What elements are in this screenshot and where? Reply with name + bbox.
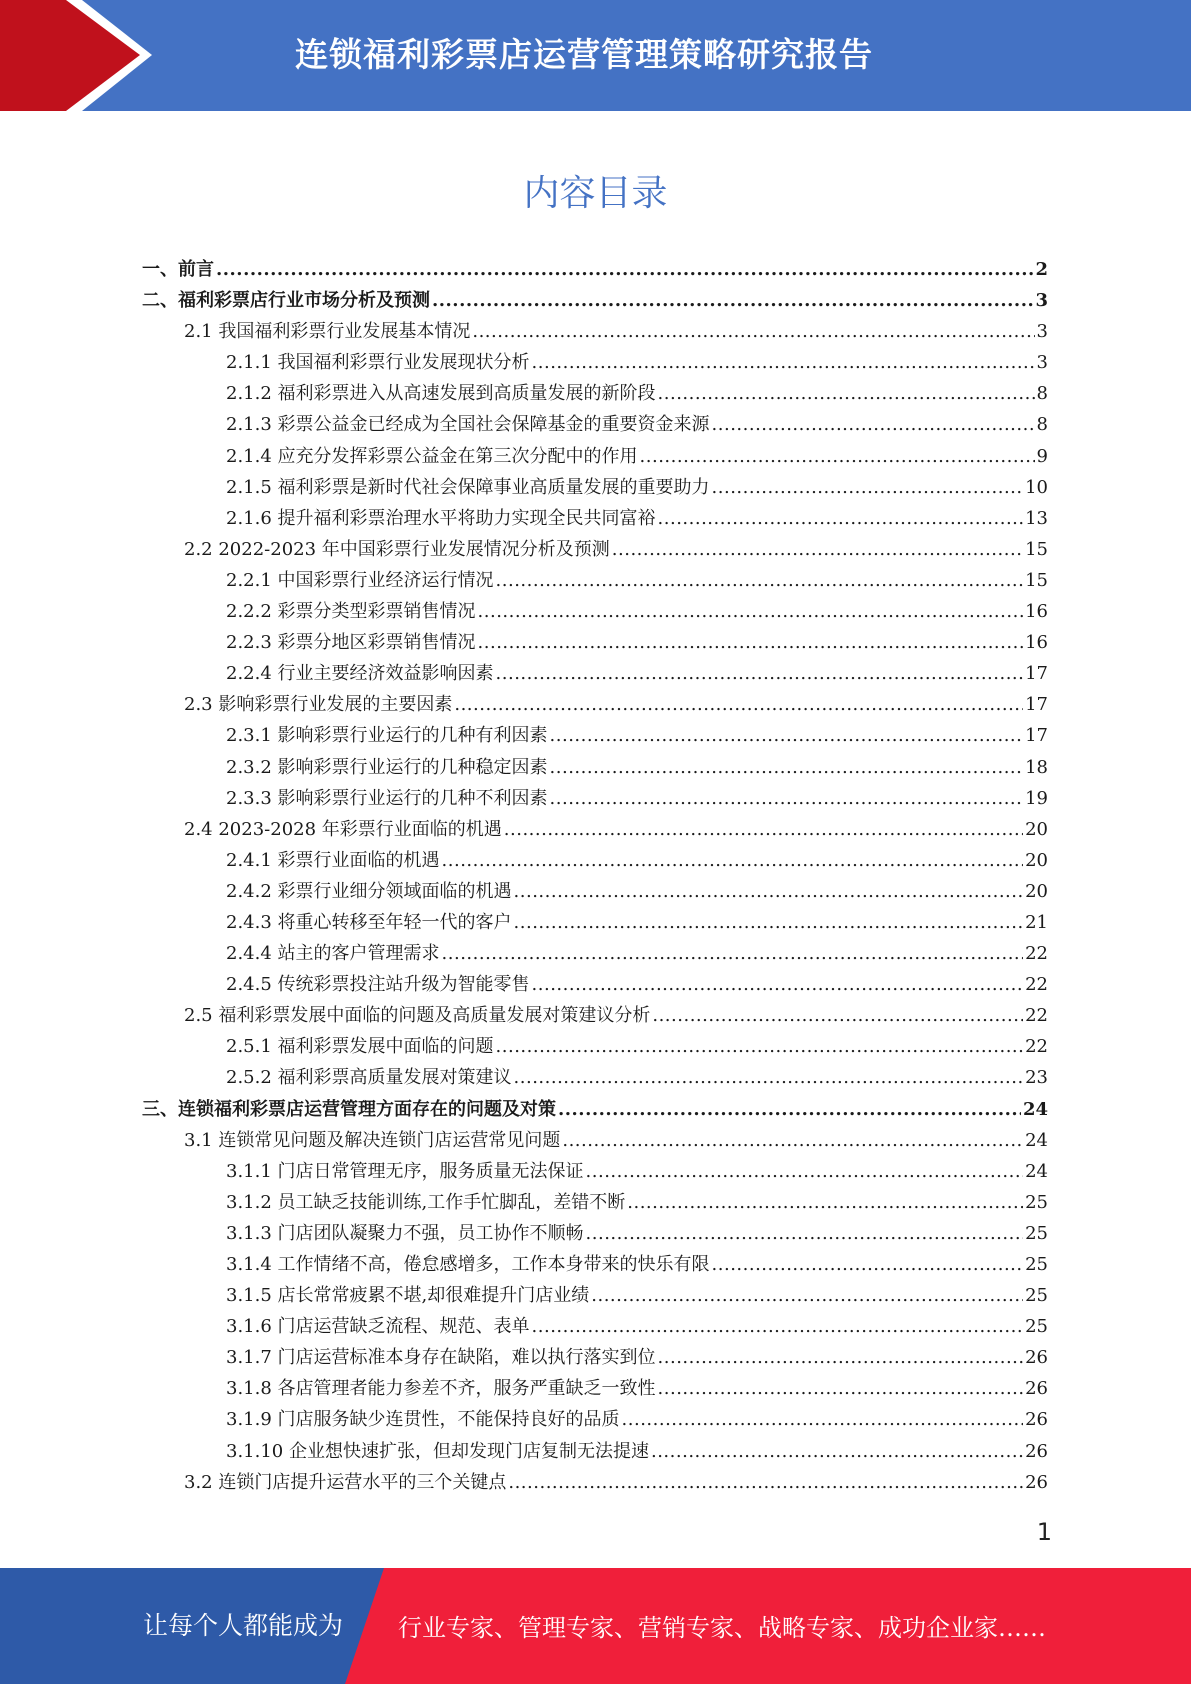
toc-leader-dots (514, 907, 1024, 938)
toc-leader-dots (658, 503, 1024, 534)
toc-leader-dots (442, 845, 1024, 876)
toc-entry-page: 22 (1025, 1036, 1048, 1058)
toc-entry[interactable] (142, 1373, 1048, 1404)
toc-entry-page: 26 (1025, 1471, 1048, 1493)
toc-entry[interactable] (142, 969, 1048, 1000)
toc-entry[interactable] (142, 503, 1048, 534)
toc-entry-page: 24 (1025, 1160, 1048, 1182)
toc-entry-page: 9 (1036, 445, 1048, 467)
toc-leader-dots (504, 814, 1023, 845)
toc-entry-title: 3.1.7 门店运营标准本身存在缺陷，难以执行落实到位 (226, 1347, 656, 1369)
toc-entry-title: 2.5.2 福利彩票高质量发展对策建议 (226, 1067, 512, 1089)
toc-entry-page: 24 (1025, 1129, 1048, 1151)
toc-entry-title: 3.2 连锁门店提升运营水平的三个关键点 (184, 1471, 507, 1493)
toc-entry-page: 20 (1025, 849, 1048, 871)
toc-entry-title: 3.1.5 店长常常疲累不堪,却很难提升门店业绩 (226, 1285, 590, 1307)
toc-entry-page: 3 (1036, 321, 1048, 343)
toc-leader-dots (640, 441, 1035, 472)
toc-entry-title: 2.1 我国福利彩票行业发展基本情况 (184, 321, 471, 343)
toc-entry-page: 26 (1025, 1347, 1048, 1369)
toc-entry-title: 2.2.3 彩票分地区彩票销售情况 (226, 632, 476, 654)
table-of-contents (142, 254, 1048, 1498)
toc-entry-page: 22 (1025, 974, 1048, 996)
toc-entry-page: 3 (1036, 352, 1048, 374)
toc-entry-title: 2.1.2 福利彩票进入从高速发展到高质量发展的新阶段 (226, 383, 656, 405)
toc-entry[interactable] (142, 783, 1048, 814)
toc-entry[interactable] (142, 1218, 1048, 1249)
toc-entry-title: 2.4.4 站主的客户管理需求 (226, 943, 440, 965)
toc-entry-title: 3.1.9 门店服务缺少连贯性，不能保持良好的品质 (226, 1409, 620, 1431)
toc-entry-page: 26 (1025, 1378, 1048, 1400)
toc-entry[interactable] (142, 1031, 1048, 1062)
toc-leader-dots (558, 1094, 1021, 1125)
toc-entry-title: 一、前言 (142, 259, 214, 280)
toc-leader-dots (658, 1373, 1024, 1404)
footer-banner (0, 1568, 1191, 1684)
toc-entry[interactable] (142, 565, 1048, 596)
toc-entry[interactable] (142, 285, 1048, 316)
toc-entry-title: 2.1.6 提升福利彩票治理水平将助力实现全民共同富裕 (226, 507, 656, 529)
toc-entry-title: 2.1.4 应充分发挥彩票公益金在第三次分配中的作用 (226, 445, 638, 467)
toc-entry-page: 8 (1036, 383, 1048, 405)
toc-leader-dots (496, 565, 1024, 596)
toc-entry-page: 15 (1025, 569, 1048, 591)
toc-entry-title: 2.2.1 中国彩票行业经济运行情况 (226, 569, 494, 591)
toc-entry-page: 13 (1025, 507, 1048, 529)
toc-entry-page: 20 (1025, 818, 1048, 840)
toc-leader-dots (496, 1031, 1024, 1062)
toc-leader-dots (550, 720, 1024, 751)
toc-entry[interactable] (142, 1094, 1048, 1125)
toc-heading: 内容目录 (523, 173, 668, 214)
toc-leader-dots (514, 876, 1024, 907)
toc-entry[interactable] (142, 1467, 1048, 1498)
toc-entry-title: 3.1.6 门店运营缺乏流程、规范、表单 (226, 1316, 530, 1338)
toc-entry-page: 17 (1025, 725, 1048, 747)
toc-entry[interactable] (142, 1249, 1048, 1280)
footer-slogan-right: 行业专家、管理专家、营销专家、战略专家、成功企业家…… (398, 1614, 1046, 1642)
header-banner (0, 0, 1191, 111)
toc-entry-page: 25 (1025, 1316, 1048, 1338)
toc-entry[interactable] (142, 596, 1048, 627)
toc-entry-page: 10 (1025, 476, 1048, 498)
toc-leader-dots (532, 1311, 1024, 1342)
toc-leader-dots (478, 627, 1024, 658)
toc-entry-page: 25 (1025, 1254, 1048, 1275)
toc-leader-dots (442, 938, 1024, 969)
toc-leader-dots (432, 285, 1033, 316)
toc-leader-dots (454, 689, 1023, 720)
toc-entry-title: 3.1.8 各店管理者能力参差不齐，服务严重缺乏一致性 (226, 1378, 656, 1400)
toc-leader-dots (658, 378, 1035, 409)
toc-entry[interactable] (142, 1404, 1048, 1435)
footer-slogan-left: 让每个人都能成为 (143, 1611, 344, 1640)
toc-entry-title: 3.1.2 员工缺乏技能训练,工作手忙脚乱，差错不断 (226, 1191, 626, 1213)
toc-leader-dots (586, 1156, 1024, 1187)
toc-entry[interactable] (142, 1062, 1048, 1093)
toc-entry-title: 2.2.4 行业主要经济效益影响因素 (226, 663, 494, 685)
toc-entry[interactable] (142, 254, 1048, 285)
toc-entry[interactable] (142, 720, 1048, 751)
toc-leader-dots (216, 254, 1033, 285)
toc-entry-title: 2.1.3 彩票公益金已经成为全国社会保障基金的重要资金来源 (226, 414, 710, 436)
toc-leader-dots (514, 1062, 1024, 1093)
toc-entry-page: 23 (1025, 1067, 1048, 1089)
toc-entry-title: 3.1.3 门店团队凝聚力不强，员工协作不顺畅 (226, 1222, 584, 1244)
toc-leader-dots (622, 1404, 1024, 1435)
toc-entry-title: 3.1 连锁常见问题及解决连锁门店运营常见问题 (184, 1129, 561, 1151)
toc-leader-dots (478, 596, 1024, 627)
toc-entry-title: 2.2 2022-2023 年中国彩票行业发展情况分析及预测 (184, 538, 610, 560)
toc-entry-page: 22 (1025, 1005, 1048, 1027)
toc-leader-dots (562, 1125, 1023, 1156)
toc-entry-title: 2.4.3 将重心转移至年轻一代的客户 (226, 911, 512, 933)
toc-entry-page: 24 (1022, 1098, 1048, 1120)
toc-entry-page: 8 (1036, 414, 1048, 436)
toc-entry[interactable] (142, 938, 1048, 969)
toc-entry-title: 2.4 2023-2028 年彩票行业面临的机遇 (184, 818, 502, 840)
toc-entry[interactable] (142, 1280, 1048, 1311)
toc-entry-page: 16 (1025, 632, 1048, 654)
toc-entry-title: 2.3.3 影响彩票行业运行的几种不利因素 (226, 787, 548, 809)
report-title: 连锁福利彩票店运营管理策略研究报告 (295, 35, 873, 74)
toc-entry[interactable] (142, 627, 1048, 658)
toc-entry-page: 26 (1025, 1440, 1048, 1462)
toc-entry[interactable] (142, 1187, 1048, 1218)
toc-leader-dots (586, 1218, 1024, 1249)
toc-leader-dots (550, 752, 1024, 783)
toc-entry[interactable] (142, 814, 1048, 845)
toc-entry-title: 2.2.2 彩票分类型彩票销售情况 (226, 601, 476, 623)
toc-leader-dots (712, 409, 1035, 440)
page-number: 1 (1036, 1518, 1052, 1546)
toc-entry-page: 22 (1025, 943, 1048, 965)
toc-leader-dots (627, 1187, 1023, 1218)
toc-leader-dots (550, 783, 1024, 814)
toc-entry[interactable] (142, 1436, 1048, 1467)
toc-leader-dots (712, 1249, 1024, 1280)
toc-entry[interactable] (142, 378, 1048, 409)
toc-leader-dots (652, 1000, 1023, 1031)
toc-entry[interactable] (142, 1125, 1048, 1156)
toc-entry-page: 21 (1025, 911, 1048, 933)
toc-leader-dots (612, 534, 1023, 565)
toc-entry-title: 2.3.1 影响彩票行业运行的几种有利因素 (226, 725, 548, 747)
toc-entry-title: 2.4.5 传统彩票投注站升级为智能零售 (226, 974, 530, 996)
toc-leader-dots (712, 472, 1024, 503)
toc-entry-title: 2.3 影响彩票行业发展的主要因素 (184, 694, 453, 716)
toc-entry[interactable] (142, 534, 1048, 565)
toc-entry[interactable] (142, 347, 1048, 378)
toc-entry-title: 2.4.1 彩票行业面临的机遇 (226, 849, 440, 871)
toc-leader-dots (651, 1436, 1023, 1467)
toc-entry[interactable] (142, 845, 1048, 876)
toc-entry-title: 3.1.1 门店日常管理无序，服务质量无法保证 (226, 1160, 584, 1182)
toc-entry[interactable] (142, 472, 1048, 503)
toc-entry-title: 3.1.4 工作情绪不高，倦怠感增多，工作本身带来的快乐有限 (226, 1254, 710, 1275)
toc-entry[interactable] (142, 1156, 1048, 1187)
toc-entry-page: 17 (1025, 663, 1048, 685)
toc-entry[interactable] (142, 658, 1048, 689)
toc-entry[interactable] (142, 1311, 1048, 1342)
toc-leader-dots (658, 1342, 1024, 1373)
toc-entry[interactable] (142, 907, 1048, 938)
toc-entry-page: 17 (1025, 694, 1048, 716)
toc-entry-page: 25 (1025, 1222, 1048, 1244)
toc-entry-page: 16 (1025, 601, 1048, 623)
toc-entry[interactable] (142, 752, 1048, 783)
toc-entry-title: 2.4.2 彩票行业细分领域面临的机遇 (226, 880, 512, 902)
toc-leader-dots (532, 969, 1024, 1000)
toc-entry[interactable] (142, 1342, 1048, 1373)
toc-entry[interactable] (142, 441, 1048, 472)
toc-entry-page: 26 (1025, 1409, 1048, 1431)
toc-entry-page: 25 (1025, 1285, 1048, 1307)
toc-entry-title: 2.1.5 福利彩票是新时代社会保障事业高质量发展的重要助力 (226, 476, 710, 498)
toc-entry-page: 19 (1025, 787, 1048, 809)
toc-entry[interactable] (142, 876, 1048, 907)
toc-entry-page: 18 (1025, 756, 1048, 778)
toc-leader-dots (532, 347, 1035, 378)
toc-entry-title: 二、福利彩票店行业市场分析及预测 (142, 290, 430, 312)
toc-entry-title: 3.1.10 企业想快速扩张，但却发现门店复制无法提速 (226, 1440, 649, 1462)
toc-entry-page: 25 (1025, 1191, 1048, 1213)
toc-entry[interactable] (142, 409, 1048, 440)
toc-entry-page: 2 (1035, 259, 1048, 280)
toc-entry-title: 三、连锁福利彩票店运营管理方面存在的问题及对策 (142, 1098, 556, 1120)
toc-entry-page: 3 (1035, 290, 1048, 312)
toc-entry-page: 15 (1025, 538, 1048, 560)
toc-entry[interactable] (142, 1000, 1048, 1031)
toc-entry[interactable] (142, 316, 1048, 347)
toc-entry-title: 2.5 福利彩票发展中面临的问题及高质量发展对策建议分析 (184, 1005, 651, 1027)
toc-entry-page: 20 (1025, 880, 1048, 902)
toc-leader-dots (472, 316, 1034, 347)
toc-leader-dots (508, 1467, 1023, 1498)
toc-entry-title: 2.1.1 我国福利彩票行业发展现状分析 (226, 352, 530, 374)
toc-leader-dots (591, 1280, 1023, 1311)
toc-leader-dots (496, 658, 1024, 689)
header-chevron-red (0, 0, 140, 111)
toc-entry-title: 2.5.1 福利彩票发展中面临的问题 (226, 1036, 494, 1058)
toc-entry[interactable] (142, 689, 1048, 720)
toc-entry-title: 2.3.2 影响彩票行业运行的几种稳定因素 (226, 756, 548, 778)
